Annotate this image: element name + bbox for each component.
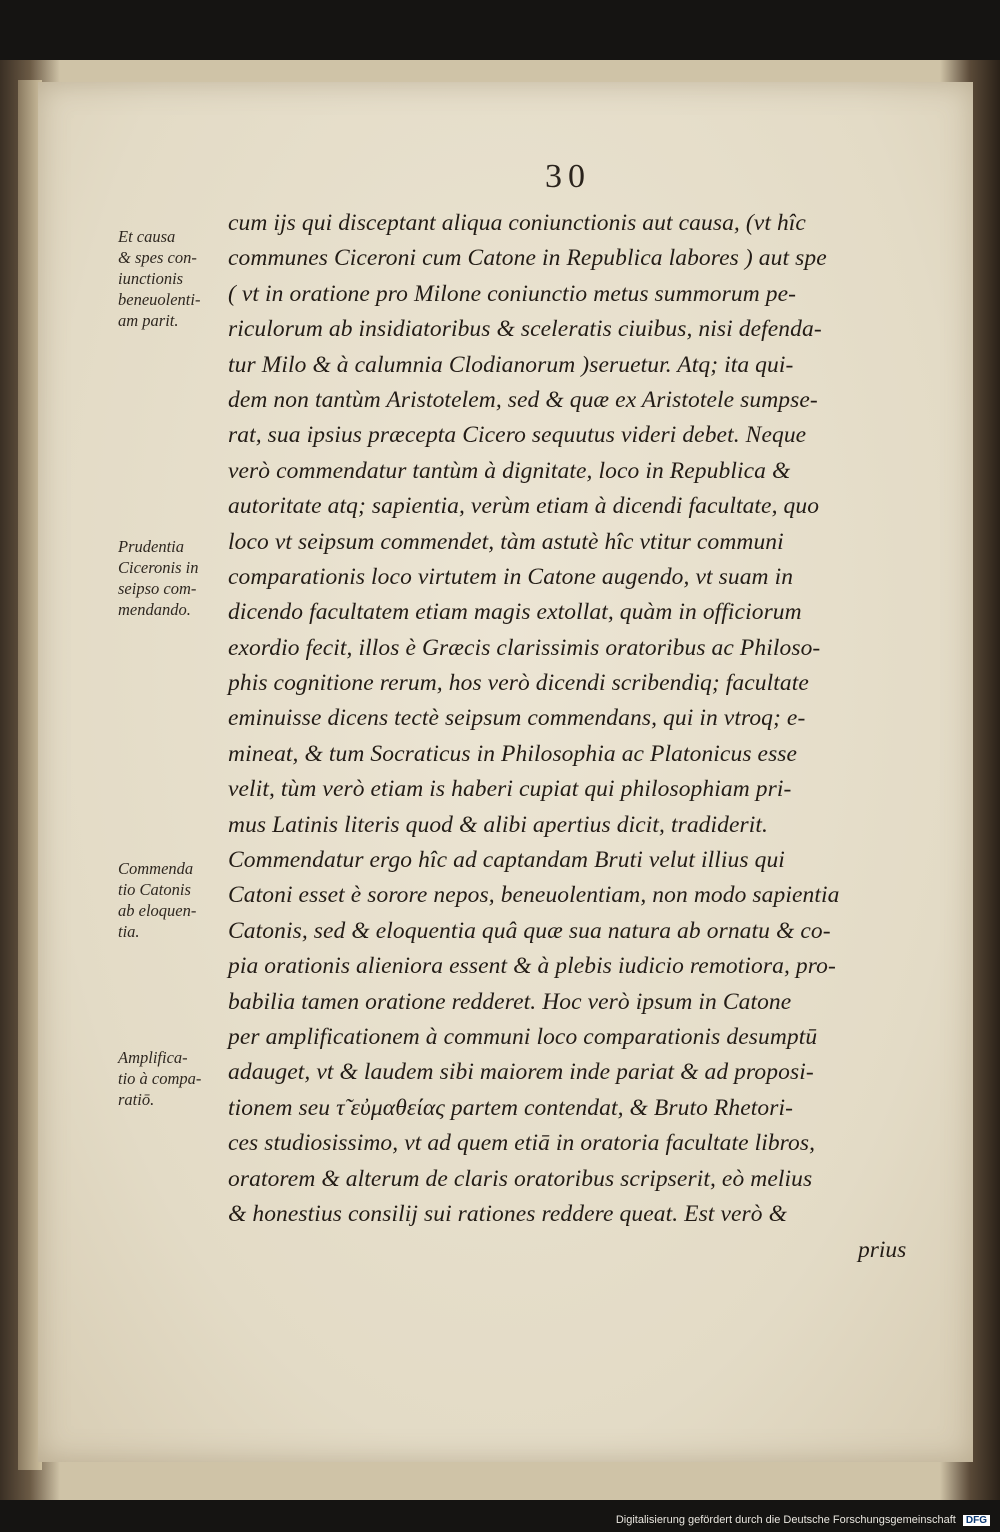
- text-line: dicendo facultatem etiam magis extollat, quàm in officiorum: [228, 599, 802, 626]
- text-line: tionem seu τ̃ εὐμαθείας partem contendat, & Bruto Rhetori-: [228, 1094, 794, 1121]
- text-line: comparationis loco virtutem in Catone augendo, vt suam in: [228, 563, 794, 590]
- text-line: mus Latinis literis quod & alibi apertius dicit, tradiderit.: [228, 811, 769, 838]
- page-number: 30: [545, 158, 591, 195]
- margin-note-line: beneuolenti-: [118, 290, 201, 309]
- text-line: Commendatur ergo hîc ad captandam Bruti velut illius qui: [228, 847, 785, 874]
- margin-note-line: tio à compa-: [118, 1069, 202, 1088]
- text-line: rat, sua ipsius præcepta Cicero sequutus videri debet. Neque: [228, 422, 807, 449]
- text-line: cum ijs qui disceptant aliqua coniunctionis aut causa, (vt hîc: [228, 210, 806, 236]
- text-line: pia orationis alieniora essent & à plebis iudicio remotiora, pro-: [228, 953, 836, 980]
- text-line: autoritate atq; sapientia, verùm etiam à dicendi facultate, quo: [228, 493, 820, 520]
- text-line: Catonis, sed & eloquentia quâ quæ sua natura ab ornatu & co-: [228, 917, 831, 944]
- margin-note-line: & spes con-: [118, 248, 197, 267]
- text-line: eminuisse dicens tectè seipsum commendans, qui in vtroq; e-: [228, 705, 806, 732]
- margin-note-line: iunctionis: [118, 269, 184, 288]
- text-line: mineat, & tum Socraticus in Philosophia ac Platonicus esse: [228, 740, 798, 767]
- margin-note-line: tio Catonis: [118, 880, 191, 899]
- text-line: ces studiosissimo, vt ad quem etiā in oratoria facultate libros,: [228, 1130, 816, 1157]
- catchword: prius: [858, 1237, 907, 1263]
- text-line: exordio fecit, illos è Græcis clarissimis oratoribus ac Philoso-: [228, 634, 821, 661]
- margin-note-causa: [118, 226, 238, 331]
- text-line: dem non tantùm Aristotelem, sed & quæ ex Aristotele sumpse-: [228, 386, 818, 413]
- margin-note-line: seipso com-: [118, 579, 197, 598]
- margin-note-amplificatio: [118, 1047, 238, 1110]
- text-line: & honestius consilij sui rationes reddere queat. Est verò &: [228, 1200, 787, 1227]
- margin-note-prudentia: [118, 536, 238, 620]
- margin-note-line: tia.: [118, 922, 140, 941]
- margin-note-line: Prudentia: [118, 537, 184, 556]
- text-line: velit, tùm verò etiam is haberi cupiat qui philosophiam pri-: [228, 776, 792, 803]
- margin-note-line: Commenda: [118, 859, 194, 878]
- text-line: ( vt in oratione pro Milone coniunctio metus summorum pe-: [228, 280, 797, 307]
- margin-note-line: mendando.: [118, 600, 191, 619]
- text-line: tur Milo & à calumnia Clodianorum )seruetur. Atq; ita qui-: [228, 351, 794, 378]
- margin-note-line: am parit.: [118, 311, 179, 330]
- text-line: verò commendatur tantùm à dignitate, loco in Republica &: [228, 457, 791, 484]
- digitization-footer: [616, 1514, 990, 1526]
- text-line: babilia tamen oratione redderet. Hoc verò ipsum in Catone: [228, 988, 792, 1015]
- text-line: Catoni esset è sorore nepos, beneuolentiam, non modo sapientia: [228, 882, 840, 909]
- margin-note-line: ab eloquen-: [118, 901, 197, 920]
- margin-note-line: ratiō.: [118, 1090, 155, 1109]
- main-text-block: [228, 206, 928, 1232]
- text-line: loco vt seipsum commendet, tàm astutè hîc vtitur communi: [228, 528, 784, 555]
- footer-text: Digitalisierung gefördert durch die Deutsche Forschungsgemeinschaft: [615, 1514, 956, 1526]
- dfg-logo: DFG: [963, 1515, 990, 1526]
- text-line: oratorem & alterum de claris oratoribus scripserit, eò melius: [228, 1165, 813, 1192]
- text-line: phis cognitione rerum, hos verò dicendi scribendiq; facultate: [228, 670, 809, 697]
- margin-note-line: Ciceronis in: [118, 558, 199, 577]
- text-line: per amplificationem à communi loco comparationis desumptū: [228, 1023, 818, 1050]
- margin-note-commendatio: [118, 858, 238, 942]
- margin-note-line: Amplifica-: [118, 1048, 188, 1067]
- margin-note-line: Et causa: [118, 227, 176, 246]
- text-line: adauget, vt & laudem sibi maiorem inde pariat & ad proposi-: [228, 1059, 814, 1086]
- text-line: riculorum ab insidiatoribus & sceleratis ciuibus, nisi defenda-: [228, 316, 822, 343]
- text-line: communes Ciceroni cum Catone in Republica labores ) aut spe: [228, 245, 827, 272]
